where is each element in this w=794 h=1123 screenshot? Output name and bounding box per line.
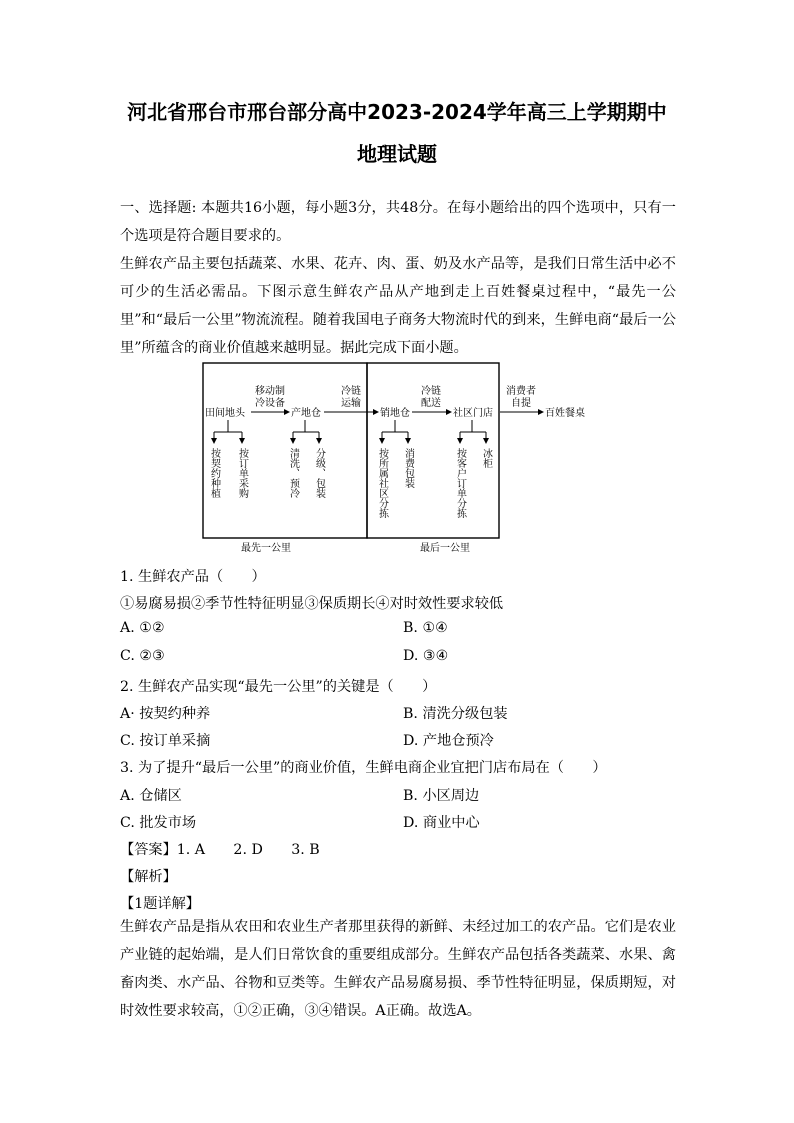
branch-customer-order-sort: 按客户订单分拣 bbox=[454, 448, 466, 518]
node-table: 百姓餐桌 bbox=[545, 408, 585, 419]
question-1-statements: ①易腐易损②季节性特征明显③保质期长④对时效性要求较低 bbox=[120, 596, 504, 612]
branch-order-purchase: 按订单采购 bbox=[236, 448, 248, 498]
arrow-label-1a: 移动制 bbox=[255, 386, 285, 397]
last-mile-label: 最后一公里 bbox=[420, 543, 470, 554]
q2-option-c: C. 按订单采摘 bbox=[120, 733, 211, 749]
question-2-stem: 2. 生鲜农产品实现“最先一公里”的关键是（ ） bbox=[120, 679, 437, 695]
passage-text: 生鲜农产品主要包括蔬菜、水果、花卉、肉、蛋、奶及水产品等，是我们日常生活中必不可少的生活必需品。下图示意生鲜农产品从产地到走上百姓餐桌过程中，“最先一公里”和“最后一公里”物流流程。随着我国电子商务大物流时代的到来，生鲜电商“最后一公里”所蕴含的商业价值越来越明显。据此完成下面小题。 bbox=[120, 256, 676, 356]
arrow-label-4b: 自提 bbox=[511, 398, 531, 409]
q1-option-a: A. ①② bbox=[120, 620, 165, 636]
answer-key: 【答案】1. A 2. D 3. B bbox=[120, 842, 320, 858]
analysis-label: 【解析】 bbox=[120, 869, 177, 885]
branch-grade-package: 分级、包装 bbox=[313, 448, 325, 498]
arrow-label-3a: 冷链 bbox=[421, 386, 441, 397]
question-3-stem: 3. 为了提升“最后一公里”的商业价值，生鲜电商企业宜把门店布局在（ ） bbox=[120, 760, 607, 776]
q2-option-b: B. 清洗分级包装 bbox=[403, 706, 508, 722]
arrow-label-2a: 冷链 bbox=[341, 386, 361, 397]
arrow-label-2b: 运输 bbox=[341, 398, 361, 409]
q1-option-c: C. ②③ bbox=[120, 648, 165, 664]
q1-option-d: D. ③④ bbox=[403, 648, 449, 664]
arrow-label-4a: 消费者 bbox=[506, 386, 536, 397]
branch-community-sort: 按所属社区分拣 bbox=[376, 448, 388, 518]
section-heading: 一、选择题: 本题共16小题，每小题3分，共48分。在每小题给出的四个选项中，只有一个选项是符合题目要求的。 bbox=[120, 200, 676, 244]
q3-option-b: B. 小区周边 bbox=[403, 788, 480, 804]
question-1-stem: 1. 生鲜农产品（ ） bbox=[120, 569, 266, 585]
branch-connectors bbox=[214, 420, 486, 443]
q2-option-a: A· 按契约种养 bbox=[120, 706, 211, 722]
branch-freezer: 冰柜 bbox=[480, 448, 492, 468]
intro-block bbox=[120, 194, 676, 362]
logistics-flow-diagram bbox=[200, 360, 600, 560]
branch-consumer-package: 消费包装 bbox=[402, 448, 414, 488]
first-mile-label: 最先一公里 bbox=[241, 543, 291, 554]
q3-option-a: A. 仓储区 bbox=[120, 788, 182, 804]
arrow-label-1b: 冷设备 bbox=[255, 398, 285, 409]
arrow-label-3b: 配送 bbox=[421, 398, 441, 409]
q1-option-b: B. ①④ bbox=[403, 620, 448, 636]
node-sales-warehouse: 销地仓 bbox=[380, 408, 410, 419]
q1-detail-text: 生鲜农产品是指从农田和农业生产者那里获得的新鲜、未经过加工的农产品。它们是农业产业链的起始端，是人们日常饮食的重要组成部分。生鲜农产品包括各类蔬菜、水果、禽畜肉类、水产品、谷物和豆类等。生鲜农产品易腐易损、季节性特征明显，保质期短，对时效性要求较高，①②正确，③④错误。A正确。故选A。 bbox=[120, 919, 676, 1019]
q1-detail-label: 【1题详解】 bbox=[120, 896, 200, 912]
q2-option-d: D. 产地仓预冷 bbox=[403, 733, 494, 749]
page-title: 河北省邢台市邢台部分高中2023-2024学年高三上学期期中 bbox=[127, 100, 667, 124]
q3-option-c: C. 批发市场 bbox=[120, 815, 197, 831]
node-origin-warehouse: 产地仓 bbox=[291, 408, 321, 419]
branch-contract-planting: 按契约种植 bbox=[208, 448, 220, 498]
branch-clean-precool: 清洗、预冷 bbox=[287, 448, 299, 498]
q3-option-d: D. 商业中心 bbox=[403, 815, 480, 831]
node-field: 田间地头 bbox=[205, 408, 245, 419]
node-community-store: 社区门店 bbox=[453, 408, 493, 419]
page-subtitle: 地理试题 bbox=[357, 142, 437, 166]
